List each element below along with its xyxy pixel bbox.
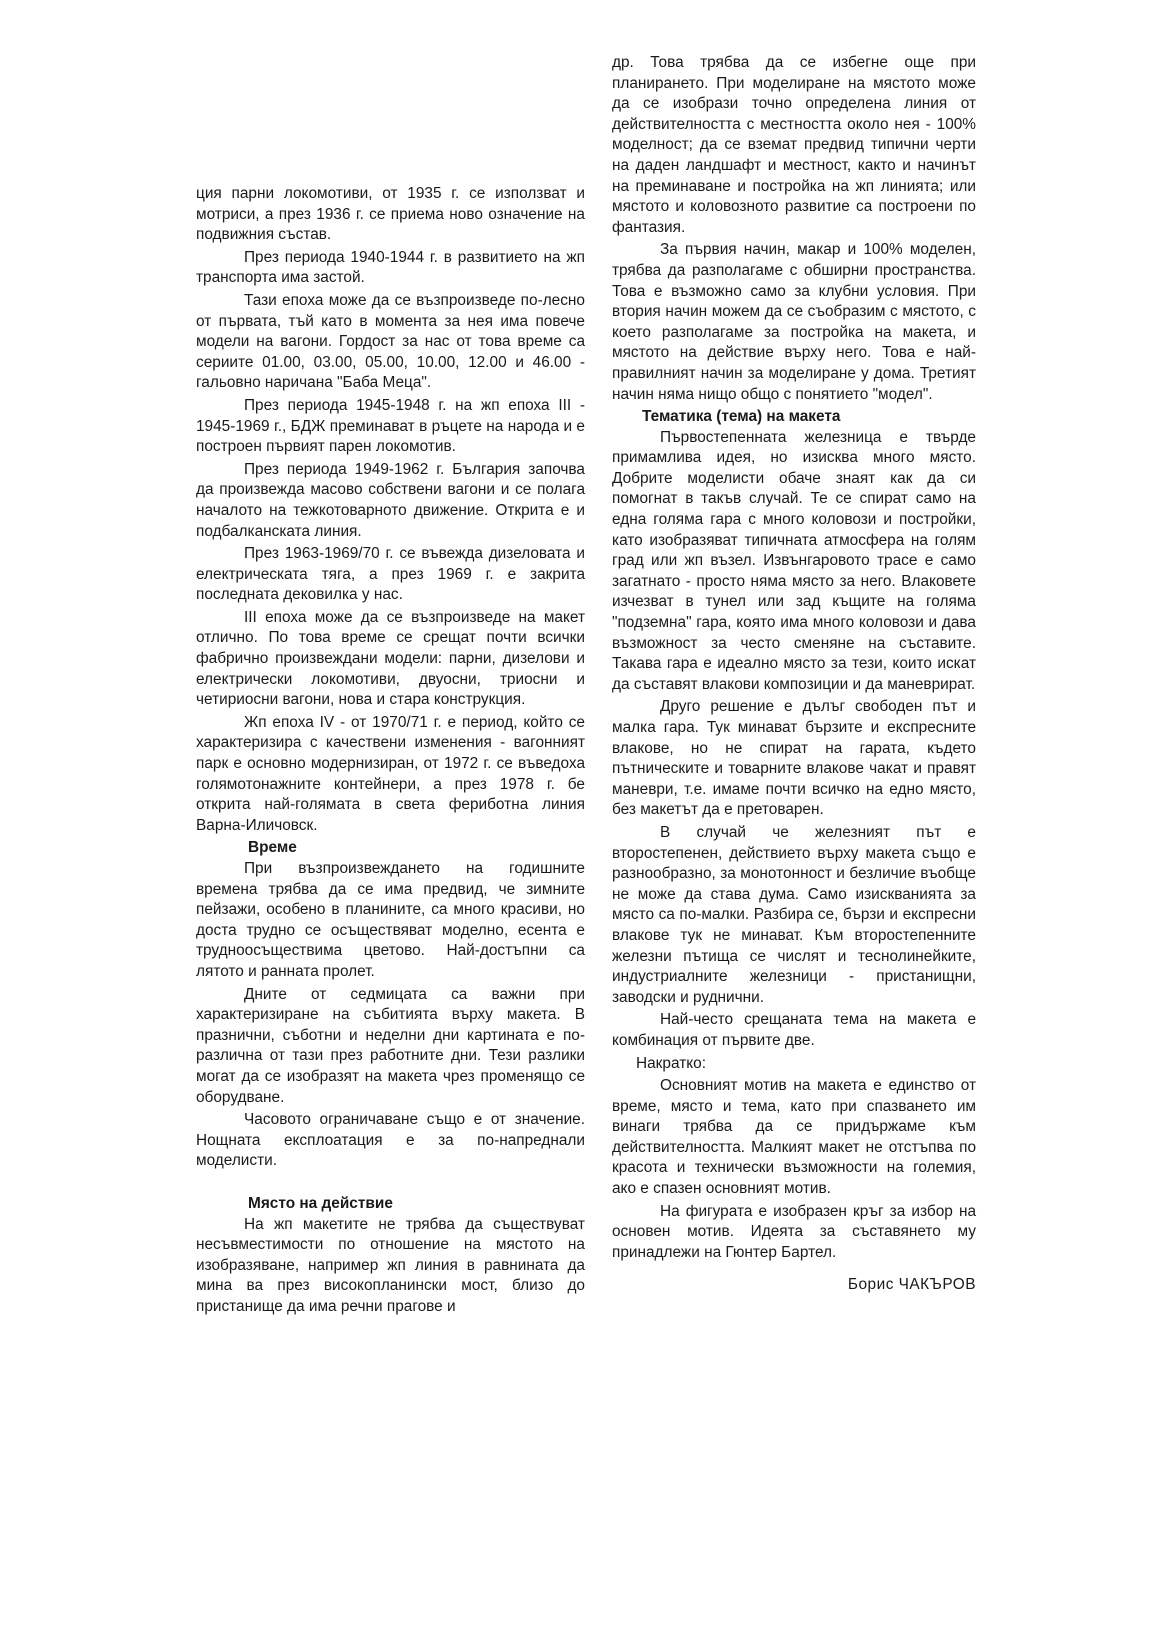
section-heading-time: Време (248, 839, 297, 857)
section-heading-place: Място на действие (248, 1194, 393, 1212)
article-left-column (196, 184, 585, 1317)
paragraph: На жп макетите не трябва да съществуват несъвместимости по отношение на мястото на изобразяване, например жп линия в равнината да мина ва през високопланински мост, близо до пристанище да има речни прагове и (196, 1215, 585, 1315)
summary-label: Накратко: (636, 1054, 706, 1072)
spacer (196, 1174, 585, 1194)
article-right-column (612, 53, 976, 1296)
paragraph: Дните от седмицата са важни при характеризиране на събитията върху макета. В празнични, съботни и неделни дни картината е по-различна от тази през работните дни. Тези разлики могат да се изобразят на макета чрез променящо се оборудване. (196, 985, 585, 1106)
author-signature: Борис ЧАКЪРОВ (847, 1276, 976, 1294)
section-heading-theme: Тематика (тема) на макета (642, 408, 841, 426)
paragraph: Жп епоха IV - от 1970/71 г. е период, който се характеризира с качествени изменения - вагонният парк е основно модернизиран, от 1972 г. се въведоха голямотонажните контейнери, а през 1978 г. бе открита най-голямата в света фериботна линия Варна-Иличовск. (196, 713, 585, 834)
paragraph: Друго решение е дълъг свободен път и малка гара. Тук минават бързите и експресните влакове, но не спират на гарата, където пътническите и товарните влакове чакат и правят маневри, т.е. имаме почти всичко на едно място, без макетът да е претоварен. (612, 698, 976, 819)
paragraph: При възпроизвеждането на годишните времена трябва да се има предвид, че зимните пейзажи, особено в планините, са много красиви, но доста трудно се осъществяват моделно, есента е трудноосъществима цветово. Най-достъпни са лятото и ранната пролет. (196, 860, 585, 980)
paragraph: През периода 1949-1962 г. България започва да произвежда масово собствени вагони и се полага началото на тежкотоварното движение. Открита е и подбалканската линия. (196, 460, 585, 540)
paragraph: Тази епоха може да се възпроизведе по-лесно от първата, тъй като в момента за нея има повече модели на вагони. Гордост за нас от това време са сериите 01.00, 03.00, 05.00, 10.00, 12.00 и 46.00 - гальовно наричана "Баба Меца". (196, 291, 585, 392)
paragraph: др. Това трябва да се избегне още при планирането. При моделиране на мястото може да се изобрази точно определена линия от действителността с местността около нея - 100% моделност; да се вземат предвид типични черти на даден ландшафт и местност, както и начинът на преминаване и постройка на жп линията; или мястото и коловозното развитие са построени по фантазия. (612, 54, 976, 236)
paragraph: Първостепенната железница е твърде примамлива идея, но изисква много място. Добрите моделисти обаче знаят как да си помогнат в такъв случай. Те се спират само на една голяма гара с много коловози и постройки, като изобразяват типичната атмосфера на голям град или жп възел. Извънгаровото трасе е само загатнато - просто няма място за него. Влаковете изчезват в тунел или зад къщите на голяма "подземна" гара, която има много коловози и дава възможност за често сменяне на съставите. Такава гара е идеално място за тези, които искат да съставят влакови композиции и да маневрират. (612, 428, 976, 693)
paragraph: През периода 1945-1948 г. на жп епоха III - 1945-1969 г., БДЖ преминават в ръцете на народа и е построен първият парен локомотив. (196, 396, 585, 456)
paragraph: На фигурата е изобразен кръг за избор на основен мотив. Идеята за съставянето му принадлежи на Гюнтер Бартел. (612, 1202, 976, 1261)
paragraph: III епоха може да се възпроизведе на макет отлично. По това време се срещат почти всички фабрично произвеждани модели: парни, дизелови и електрически локомотиви, двуосни, триосни и четириосни вагони, нова и стара конструкция. (196, 608, 585, 709)
paragraph: Най-често срещаната тема на макета е комбинация от първите две. (612, 1011, 976, 1049)
paragraph: В случай че железният път е второстепенен, действието върху макета също е разнообразно, за монотонност и безличие въобще не може да става дума. Само изискванията за място са по-малки. Разбира се, бързи и експресни влакове тук не минават. Към второстепенните железни пътища се числят и теснолинейките, индустриалните железници - пристанищни, заводски и руднични. (612, 823, 976, 1006)
paragraph: ция парни локомотиви, от 1935 г. се използват и мотриси, а през 1936 г. се приема ново означение на подвижния състав. (196, 185, 585, 244)
paragraph: През периода 1940-1944 г. в развитието на жп транспорта има застой. (196, 248, 585, 287)
paragraph: За първия начин, макар и 100% моделен, трябва да разполагаме с обширни пространства. Това е възможно само за клубни условия. При втория начин можем да се съобразим с мястото, с което разполагаме за постройка на макета, и мястото на действие върху него. Това е най-правилният начин за моделиране у дома. Третият начин няма нищо общо с понятието "модел". (612, 241, 976, 403)
paragraph: Основният мотив на макета е единство от време, място и тема, като при спазването им винаги трябва да се придържаме към действителността. Малкият макет не отстъпва по красота и технически възможности на големия, ако е спазен основният мотив. (612, 1077, 976, 1198)
paragraph: Часовото ограничаване също е от значение. Нощната експлоатация е за по-напреднали моделисти. (196, 1111, 585, 1170)
paragraph: През 1963-1969/70 г. се въвежда дизеловата и електрическата тяга, а през 1969 г. е закрита последната дековилка у нас. (196, 545, 585, 604)
